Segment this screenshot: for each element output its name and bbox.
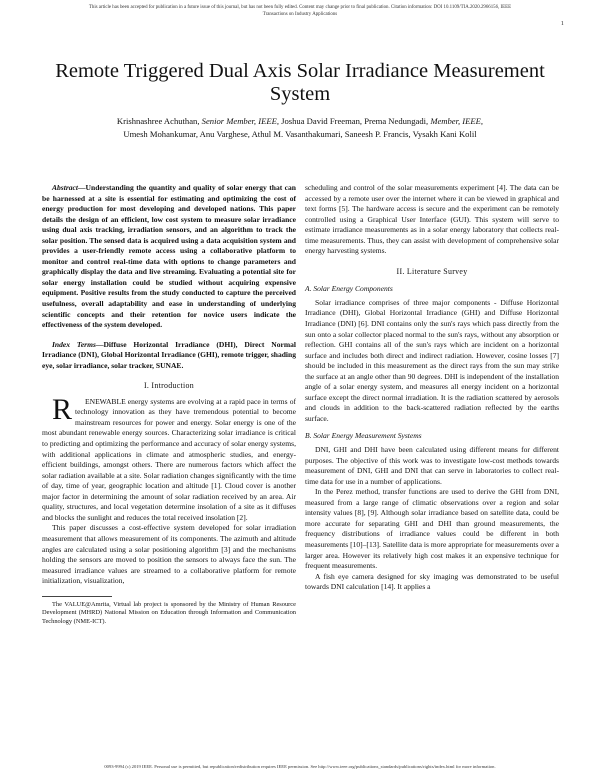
author-2-3: Joshua David Freeman, Prema Nedungadi, [281,116,429,126]
literature-paragraph-b1: DNI, GHI and DHI have been calculated using different means for different purposes. The objective of this work was to investigate low-cost methods towards measurement of DNI, GHI and DNI that can serve in laboratories to collect real-time data for use in a number of applications. [305,445,559,486]
abstract-text: —Understanding the quantity and quality of solar energy that can be harnessed at a site is essential for estimating and optimizing the cost of energy production for most developing and developed nations. This paper details the design of an efficient, low cost system to measure solar irradiance using dual axis tracking, irradiation sensors, and an algorithm to track the solar position. The sensed data is acquired using a data acquisition system and provides a user-friendly remote access using a collaborative platform to monitor and control real-time data with options to change parameters and graphically display the data and live streaming. Evaluating a potential site for solar energy installation could be studied without acquiring expensive equipment. Positive results from the study conducted to capture the perceived usefulness, overall adaptability and ease in understanding of underlying scientific concepts and their retention for novice users indicate the effectiveness of the system developed. [42,183,296,330]
abstract-label: Abstract [52,183,78,192]
subsection-heading-b: B. Solar Energy Measurement Systems [305,431,422,441]
page-number: 1 [560,20,564,27]
subsection-heading-a: A. Solar Energy Components [305,284,393,294]
author-1-role: Senior Member, IEEE, [201,116,279,126]
literature-paragraph-b3: A fish eye camera designed for sky imaging was demonstrated to be useful towards DNI calculation [14]. It applies a [305,571,559,592]
index-terms-label: Index Terms [52,339,96,349]
intro-paragraph-2: This paper discusses a cost-effective system developed for solar irradiation measurement that allows measurement of its components. The azimuth and altitude angles are calculated using a solar positioning algorithm [3] and the mechanisms holding the sensors are moved to position the sensors to always face the sun. The measured irradiance values are streamed to a collaborative platform for remote initialization, visualization, [42,523,296,586]
publication-banner [10,4,590,18]
intro-paragraph-continued: scheduling and control of the solar measurements experiment [4]. The data can be accessed by a remote user over the internet where it can be viewed in graphical and text forms [5]. The hardware access is secure and the experiment can be remotely controlled using a Graphical User Interface (GUI). This system will serve to estimate irradiance measurements as in a solar energy laboratory that collects real-time measurements. Thus, they can assist with development of comprehensive solar energy harvesting systems. [305,183,559,256]
section-heading-literature-survey: II. Literature Survey [396,266,468,276]
right-column [305,183,559,593]
author-3-role: Member, IEEE, [430,116,484,126]
banner-line-2: Transactions on Industry Applications [262,12,338,17]
left-column [42,183,296,626]
paper-title: Remote Triggered Dual Axis Solar Irradiance Measurement System [55,60,545,105]
copyright-footer: 0093-9994 (c) 2019 IEEE. Personal use is permitted, but republication/redistribution requires IEEE permission. See http://www.ieee.org/publications_standards/publications/rights/index.html for more information. [104,764,496,769]
author-line-1 [40,115,560,128]
footnote: The VALUE@Amrita, Virtual lab project is sponsored by the Ministry of Human Resource Development (MHRD) National Mission on Education through Information and Communication Technology (NME-ICT). [42,600,296,625]
index-terms [42,340,296,372]
abstract [42,183,296,331]
footnote-divider [42,596,112,597]
literature-paragraph-a: Solar irradiance comprises of three major components - Diffuse Horizontal Irradiance (DHI), Global Horizontal Irradiance (GHI) and Diffuse Horizontal Irradiance (DNI) [6]. DNI contains only the sun's rays which pass directly from the sun onto a solar collector placed normal to the sun's rays, without any absorption or reflection. GHI contains all of the sun's rays which are incident on a horizontal surface and includes both direct and indirect radiation. However, cosine losses [7] should be included in this measurement as the direct rays from the sun may strike the surface at an angle other than 90 degrees. DHI is independent of the installation angle of a solar energy system, and measures all energy incident on a horizontal surface except the direct normal irradiation. It is the radiation scattered by aerosols and clouds in addition to the back-scattered radiation reflected by the earths surface. [305,297,559,423]
section-heading-introduction: I. Introduction [143,381,195,391]
index-terms-text: —Diffuse Horizontal Irradiance (DHI), Direct Normal Irradiance (DNI), Global Horizontal Irradiance (GHI), remote trigger, shading eye, solar irradiance, solar tracker, SUNAE. [42,339,297,370]
author-list [40,115,560,141]
author-line-2: Umesh Mohankumar, Anu Varghese, Athul M. Vasanthakumari, Saneesh P. Francis, Vysakh Kani Kolil [123,129,477,139]
banner-line-1: This article has been accepted for publication in a future issue of this journal, but has not been fully edited. Content may change prior to final publication. Citation information: DOI 10.1109/TIA.2020.2966156, IEEE [88,5,512,10]
literature-paragraph-b2: In the Perez method, transfer functions are used to derive the GHI from DNI, measured from a large range of climatic observations over a region and solar intensity values [8], [9]. Although solar irradiance based on satellite data, could be more accurate for separating GHI and DHI than ground measurements, the frequency distributions of irradiance values could be different in both measurements [10]–[13]. Satellite data is more appropriate for measurements over a larger area. However its relatively high cost makes it an expensive technique for frequent measurements. [305,487,559,571]
intro-paragraph-1: RENEWABLE energy systems are evolving at a rapid pace in terms of technology innovation as they have tremendous potential to become mainstream resources for power and energy. Solar energy is one of the most abundant renewable energy sources. Characterizing solar irradiance is critical to predicting and optimizing the performance and accuracy of solar energy systems, with additional applications in climate and atmospheric studies, and energy-efficient buildings, amongst others. There are numerous factors which affect the solar radiation available at a site. Solar radiation changes significantly with the time of day, time of year, geographic location and altitude [1]. Cloud cover is another major factor in determining the amount of solar radiation received by an area. Air quality, structures, and local vegetation determine insolation of a site as it diffuses and blocks the sunlight and reduces the total received insolation [2]. [42,392,296,522]
author-1: Krishnashree Achuthan, [116,116,200,126]
